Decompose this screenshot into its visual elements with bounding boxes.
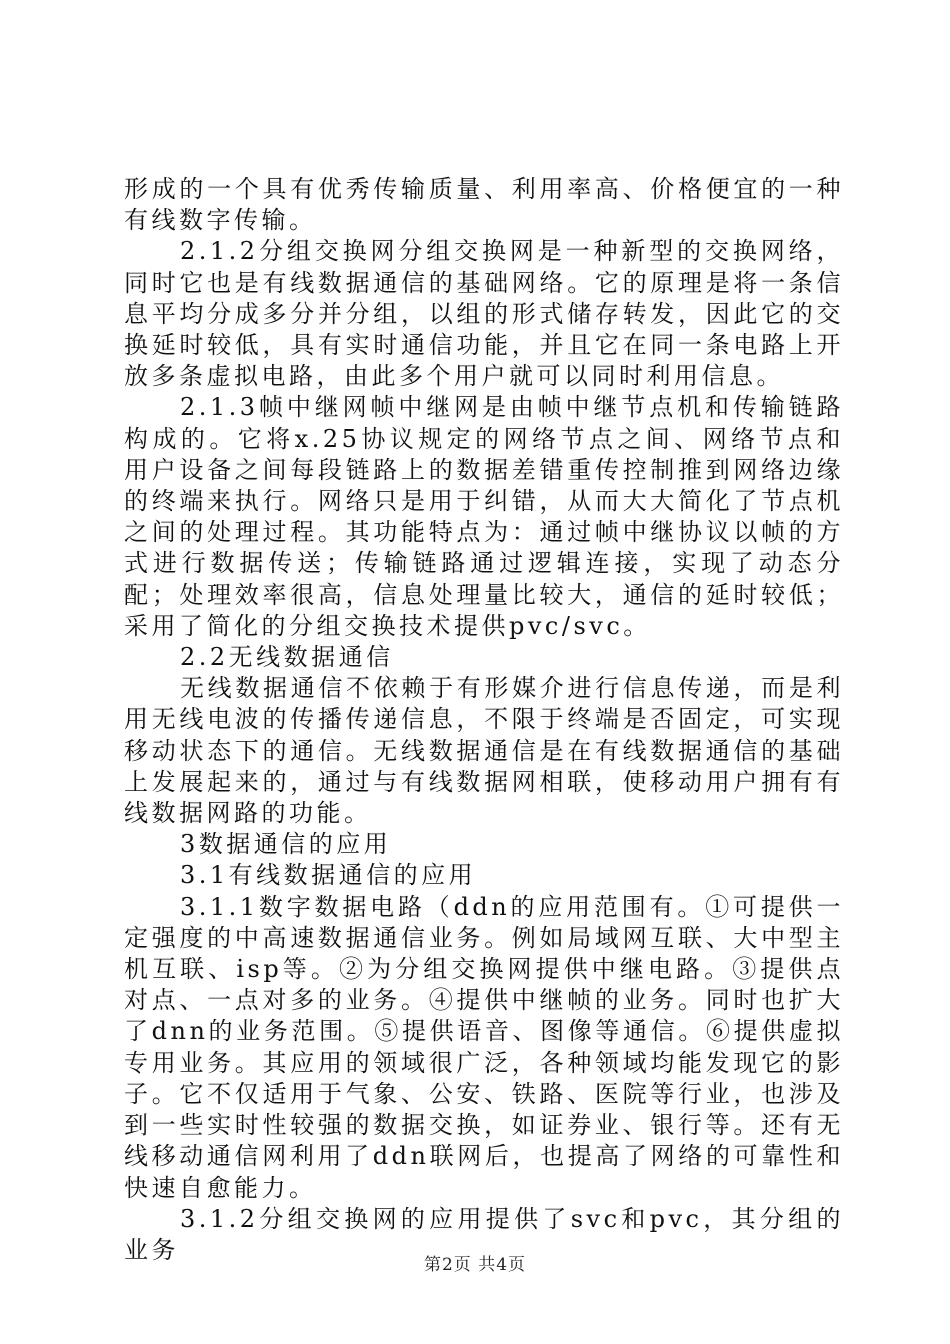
paragraph-wireless-data-communication: 无线数据通信不依赖于有形媒介进行信息传递，而是利用无线电波的传播传递信息，不限于终端是否固定，可实现移动状态下的通信。无线数据通信是在有线数据通信的基础上发展起来的，通过与有线数据网相联，使移动用户拥有有线数据网路的功能。 (124, 674, 844, 828)
paragraph-continuation: 形成的一个具有优秀传输质量、利用率高、价格便宜的一种有线数字传输。 (124, 175, 844, 235)
paragraph-frame-relay-network: 2.1.3帧中继网帧中继网是由帧中继节点机和传输链路构成的。它将x.25协议规定的网络节点之间、网络节点和用户设备之间每段链路上的数据差错重传控制推到网络边缘的终端来执行。网络只是用于纠错，从而大大简化了节点机之间的处理过程。其功能特点为：通过帧中继协议以帧的方式进行数据传送；传输链路通过逻辑连接，实现了动态分配；处理效率很高，信息处理量比较大，通信的延时较低；采用了简化的分组交换技术提供pvc/svc。 (124, 393, 844, 640)
paragraph-packet-switching-applications: 3.1.2分组交换网的应用提供了svc和pvc，其分组的业务 (124, 1204, 844, 1264)
heading-wireless-data-communication: 2.2无线数据通信 (180, 643, 394, 672)
paragraph-ddn-applications: 3.1.1数字数据电路（ddn的应用范围有。①可提供一定强度的中高速数据通信业务。例如局域网互联、大中型主机互联、isp等。②为分组交换网提供中继电路。③提供点对点、一点对多的业务。④提供中继帧的业务。同时也扩大了dnn的业务范围。⑤提供语音、图像等通信。⑥提供虚拟专用业务。其应用的领域很广泛，各种领域均能发现它的影子。它不仅适用于气象、公安、铁路、医院等行业，也涉及到一些实时性较强的数据交换，如证券业、银行等。还有无线移动通信网利用了ddn联网后，也提高了网络的可靠性和快速自愈能力。 (124, 892, 844, 1202)
heading-wired-data-communication-applications: 3.1有线数据通信的应用 (180, 861, 477, 890)
heading-data-communication-applications: 3数据通信的应用 (180, 830, 392, 859)
page-number-footer: 第2页 共4页 (423, 1255, 527, 1275)
paragraph-packet-switching-network: 2.1.2分组交换网分组交换网是一种新型的交换网络，同时它也是有线数据通信的基础网络。它的原理是将一条信息平均分成多分并分组，以组的形式储存转发，因此它的交换延时较低，具有实时通信功能，并且它在同一条电路上开放多条虚拟电路，由此多个用户就可以同时利用信息。 (124, 237, 844, 391)
document-body (124, 174, 844, 1266)
